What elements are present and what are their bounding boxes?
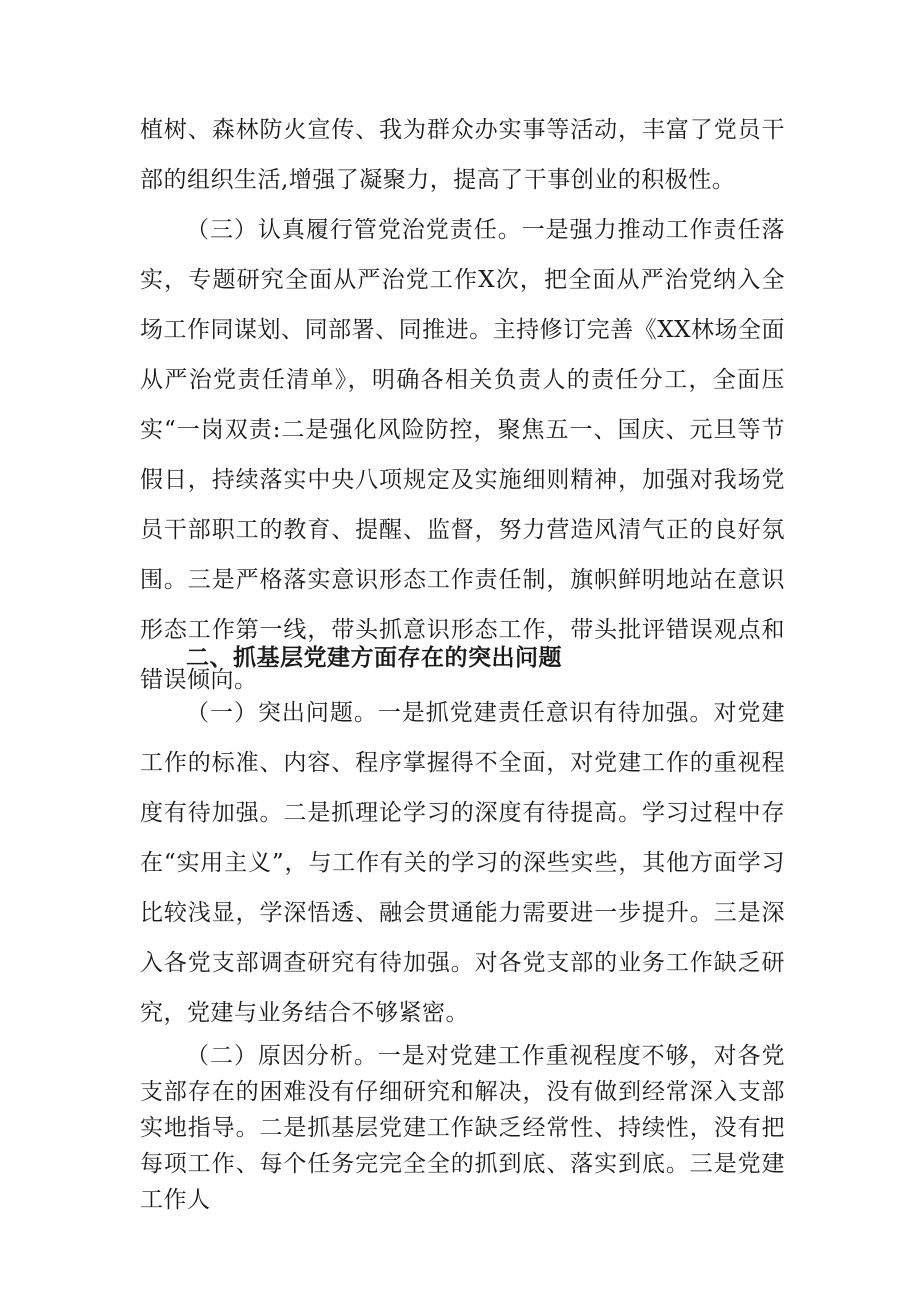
section-2-heading: 二、抓基层党建方面存在的突出问题 — [186, 645, 562, 671]
paragraph-section-2-item-1: （一）突出问题。一是抓党建责任意识有待加强。对党建工作的标准、内容、程序掌握得不全面，对党建工作的重视程度有待加强。二是抓理论学习的深度有待提高。学习过程中存在“实用主义”，与工作有关的学习的深些实些，其他方面学习比较浅显，学深悟透、融会贯通能力需要进一步提升。三是深入各党支部调查研究有待加强。对各党支部的业务工作缺乏研究，党建与业务结合不够紧密。 — [140, 700, 785, 1026]
paragraph-section-3: （三）认真履行管党治党责任。一是强力推动工作责任落实，专题研究全面从严治党工作X次，把全面从严治党纳入全场工作同谋划、同部署、同推进。主持修订完善《XX林场全面从严治党责任清单》，明确各相关负责人的责任分工，全面压实“一岗双责:二是强化风险防控，聚焦五一、国庆、元旦等节假日，持续落实中央八项规定及实施细则精神，加强对我场党员干部职工的教育、提醒、监督，努力营造风清气正的良好氛围。三是严格落实意识形态工作责任制，旗帜鲜明地站在意识形态工作第一线，带头抓意识形态工作，带头批评错误观点和错误倾向。 — [140, 217, 785, 693]
continuation-paragraph: 植树、森林防火宣传、我为群众办实事等活动，丰富了党员干部的组织生活,增强了凝聚力，提高了干事创业的积极性。 — [140, 117, 785, 193]
paragraph-section-2-item-2: （二）原因分析。一是对党建工作重视程度不够，对各党支部存在的困难没有仔细研究和解决，没有做到经常深入支部实地指导。二是抓基层党建工作缺乏经常性、持续性，没有把每项工作、每个任务完完全全的抓到底、落实到底。三是党建工作人 — [140, 1043, 785, 1213]
